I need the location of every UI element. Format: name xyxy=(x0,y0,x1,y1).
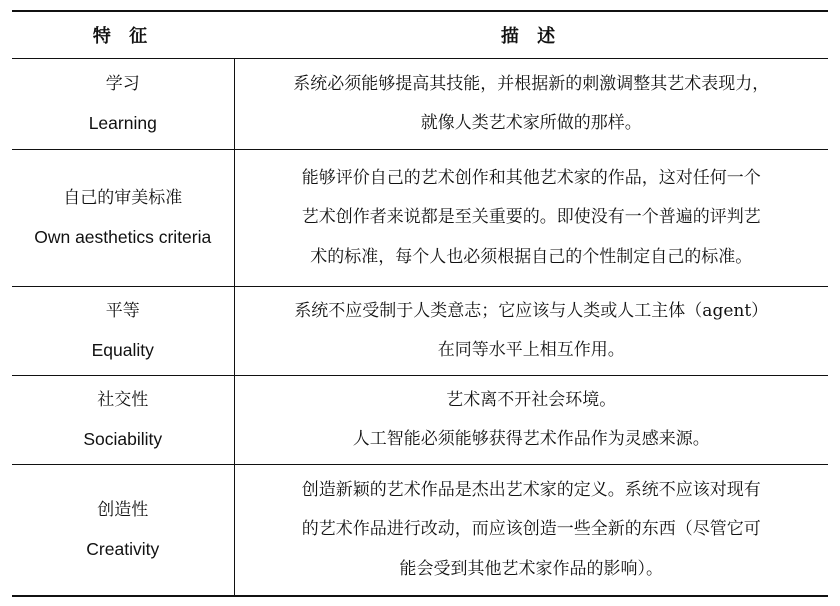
feature-name-zh: 自己的审美标准 xyxy=(63,187,183,208)
header-feature: 特 征 xyxy=(92,26,154,47)
feature-name-en: Equality xyxy=(91,340,154,360)
header-description: 描 述 xyxy=(500,26,562,47)
feature-name-en: Own aesthetics criteria xyxy=(34,227,212,247)
description-cell xyxy=(234,287,828,376)
table-header-row xyxy=(12,11,828,59)
feature-cell xyxy=(12,150,234,287)
feature-cell xyxy=(12,376,234,465)
feature-name-en: Sociability xyxy=(83,429,163,449)
description-cell xyxy=(234,150,828,287)
table-row xyxy=(12,150,828,287)
feature-name-zh: 社交性 xyxy=(97,389,149,410)
feature-table xyxy=(12,10,828,597)
description-line: 的艺术作品进行改动，而应该创造一些全新的东西（尽管它可 xyxy=(301,519,761,540)
description-line: 就像人类艺术家所做的那样。 xyxy=(420,113,642,133)
description-line: 创造新颖的艺术作品是杰出艺术家的定义。系统不应该对现有 xyxy=(301,479,761,500)
description-line: 艺术创作者来说都是至关重要的。即使没有一个普遍的评判艺 xyxy=(301,207,761,228)
table-row xyxy=(12,376,828,465)
feature-name-zh: 学习 xyxy=(105,73,140,94)
description-cell xyxy=(234,376,828,465)
feature-name-en: Learning xyxy=(88,113,157,133)
description-line: 系统不应受制于人类意志；它应该与人类或人工主体（agent） xyxy=(294,300,769,321)
description-line: 系统必须能够提高其技能，并根据新的刺激调整其艺术表现力， xyxy=(293,73,770,94)
feature-name-zh: 创造性 xyxy=(97,499,149,520)
feature-table-container xyxy=(12,10,828,597)
description-line: 艺术离不开社会环境。 xyxy=(446,389,617,410)
feature-cell xyxy=(12,287,234,376)
feature-name-en: Creativity xyxy=(86,539,160,559)
table-row xyxy=(12,287,828,376)
description-cell xyxy=(234,465,828,597)
description-cell xyxy=(234,59,828,150)
description-line: 人工智能必须能够获得艺术作品作为灵感来源。 xyxy=(352,429,710,449)
table-row xyxy=(12,465,828,597)
feature-cell xyxy=(12,465,234,597)
description-line: 能够评价自己的艺术创作和其他艺术家的作品，这对任何一个 xyxy=(301,167,761,188)
feature-cell xyxy=(12,59,234,150)
feature-name-zh: 平等 xyxy=(105,300,140,321)
description-line: 能会受到其他艺术家作品的影响）。 xyxy=(399,558,663,579)
table-row xyxy=(12,59,828,150)
description-line: 术的标准，每个人也必须根据自己的个性制定自己的标准。 xyxy=(310,246,753,267)
description-line: 在同等水平上相互作用。 xyxy=(437,340,625,360)
